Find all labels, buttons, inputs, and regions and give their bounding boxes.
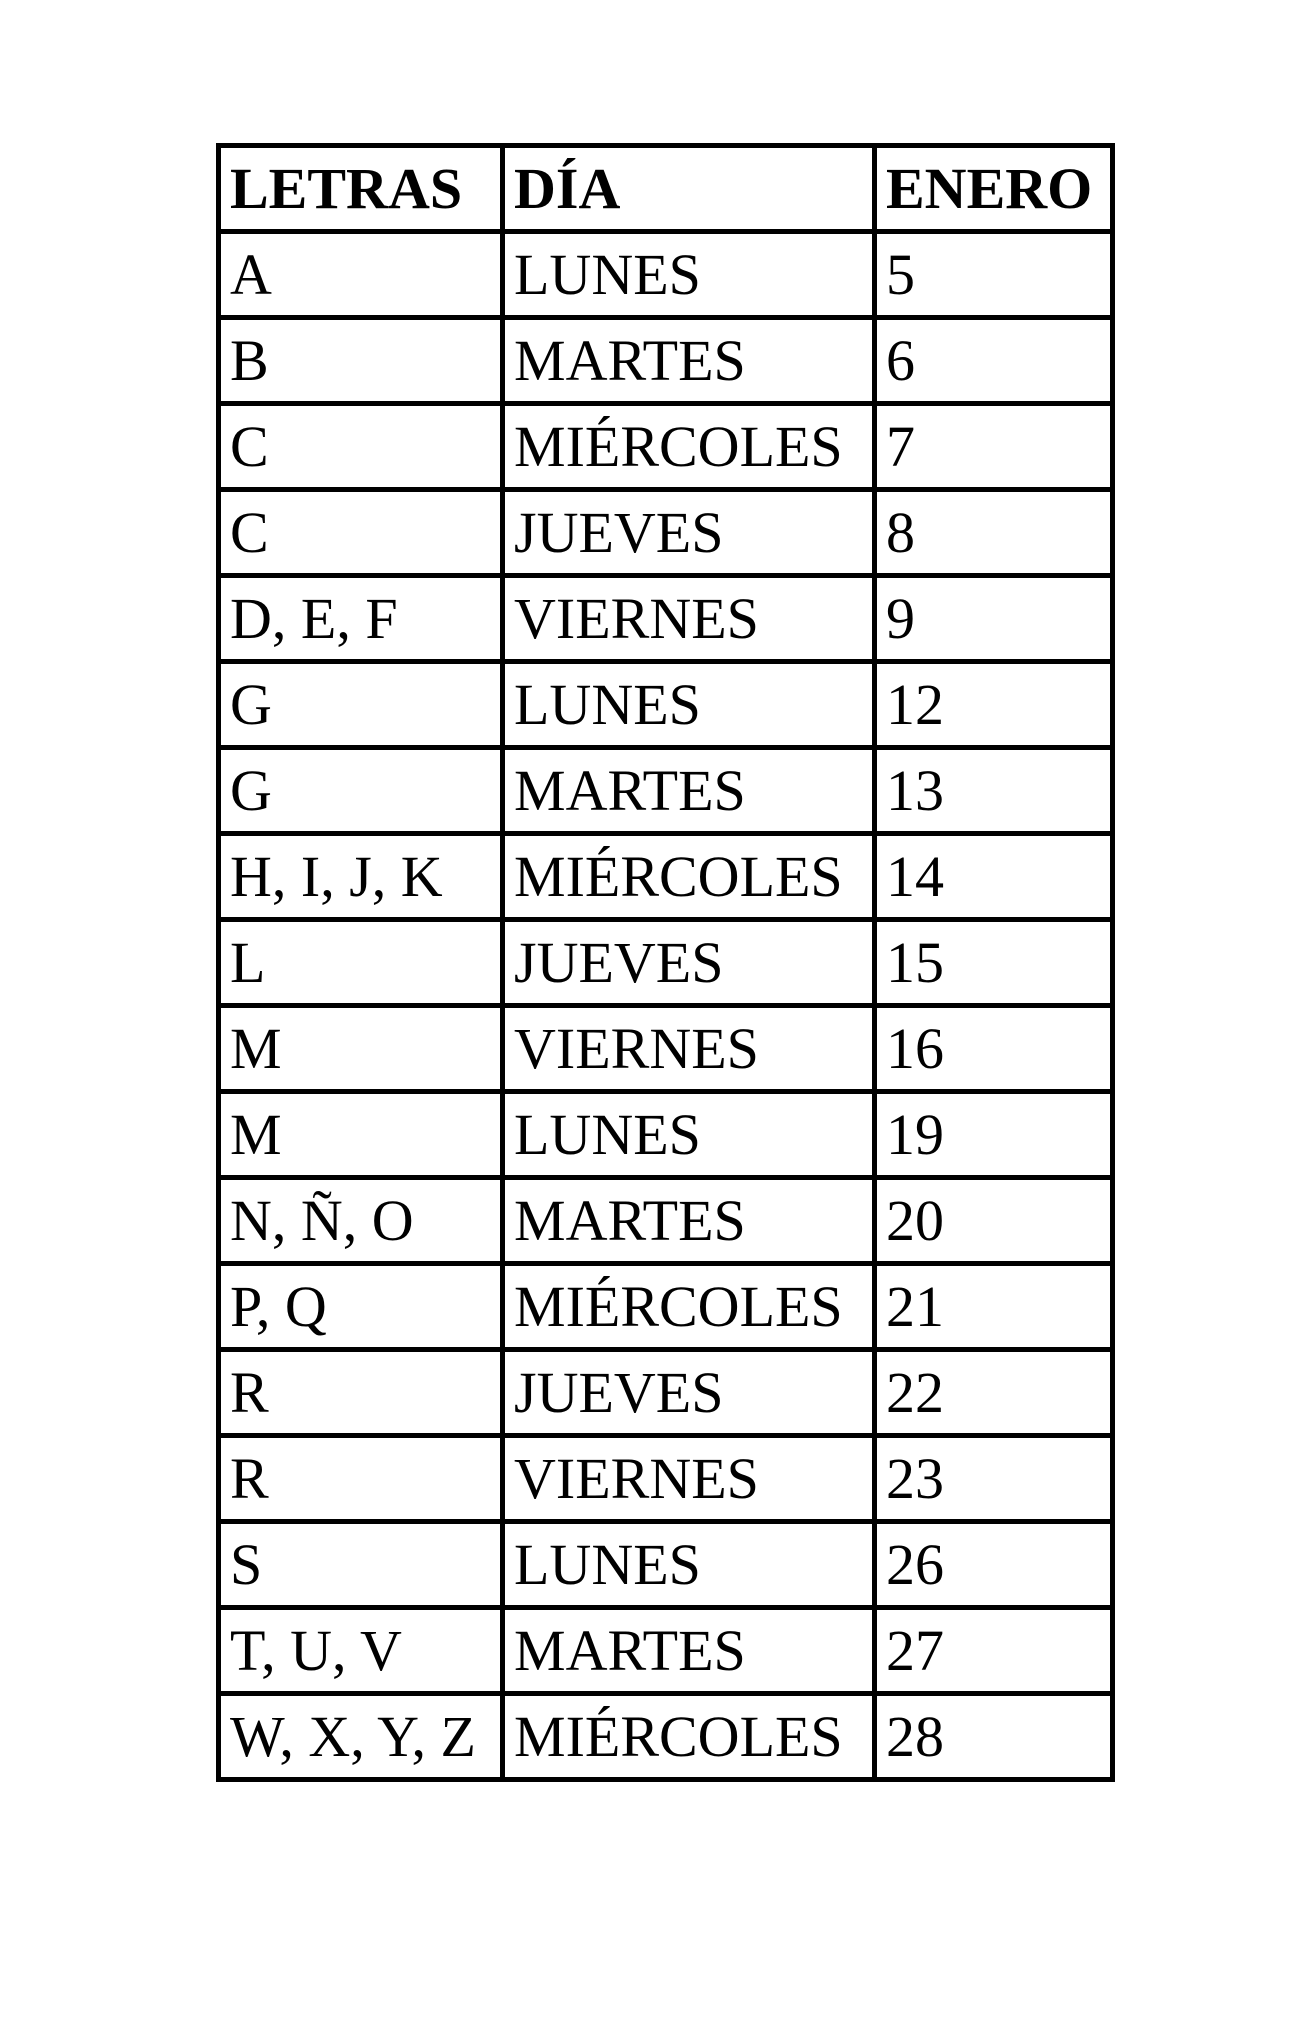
table-body [219,232,1113,1780]
dia-cell: MIÉRCOLES [503,1264,875,1350]
table-row [219,404,1113,490]
letras-cell: B [219,318,503,404]
enero-cell: 21 [875,1264,1113,1350]
table-row [219,1350,1113,1436]
letras-cell: G [219,748,503,834]
header-letras: LETRAS [219,146,503,232]
letras-cell: G [219,662,503,748]
table-row [219,1608,1113,1694]
dia-cell: JUEVES [503,920,875,1006]
letras-cell: A [219,232,503,318]
table-row [219,1006,1113,1092]
letras-cell: M [219,1092,503,1178]
dia-cell: MARTES [503,1178,875,1264]
header-enero: ENERO [875,146,1113,232]
letras-cell: R [219,1436,503,1522]
table-row [219,1436,1113,1522]
letras-cell: T, U, V [219,1608,503,1694]
table-row [219,1178,1113,1264]
dia-cell: VIERNES [503,1436,875,1522]
table-row [219,318,1113,404]
letras-cell: R [219,1350,503,1436]
dia-cell: VIERNES [503,1006,875,1092]
enero-cell: 22 [875,1350,1113,1436]
enero-cell: 23 [875,1436,1113,1522]
dia-cell: JUEVES [503,1350,875,1436]
enero-cell: 28 [875,1694,1113,1780]
enero-cell: 26 [875,1522,1113,1608]
letras-cell: P, Q [219,1264,503,1350]
dia-cell: MARTES [503,318,875,404]
dia-cell: MIÉRCOLES [503,834,875,920]
dia-cell: LUNES [503,232,875,318]
enero-cell: 20 [875,1178,1113,1264]
enero-cell: 5 [875,232,1113,318]
dia-cell: MIÉRCOLES [503,1694,875,1780]
header-dia: DÍA [503,146,875,232]
header-row [219,146,1113,232]
table-row [219,1694,1113,1780]
letras-cell: S [219,1522,503,1608]
letras-cell: C [219,404,503,490]
enero-cell: 13 [875,748,1113,834]
table-row [219,1522,1113,1608]
enero-cell: 6 [875,318,1113,404]
enero-cell: 8 [875,490,1113,576]
letras-cell: D, E, F [219,576,503,662]
letras-cell: M [219,1006,503,1092]
table-header [219,146,1113,232]
dia-cell: VIERNES [503,576,875,662]
enero-cell: 7 [875,404,1113,490]
table-row [219,1264,1113,1350]
table-row [219,490,1113,576]
dia-cell: LUNES [503,662,875,748]
dia-cell: MIÉRCOLES [503,404,875,490]
table-row [219,834,1113,920]
letras-cell: L [219,920,503,1006]
dia-cell: MARTES [503,1608,875,1694]
dia-cell: LUNES [503,1522,875,1608]
table-row [219,1092,1113,1178]
letras-cell: C [219,490,503,576]
table-row [219,232,1113,318]
table-row [219,920,1113,1006]
enero-cell: 16 [875,1006,1113,1092]
dia-cell: MARTES [503,748,875,834]
letras-cell: H, I, J, K [219,834,503,920]
enero-cell: 14 [875,834,1113,920]
table-row [219,576,1113,662]
letras-cell: W, X, Y, Z [219,1694,503,1780]
dia-cell: JUEVES [503,490,875,576]
enero-cell: 15 [875,920,1113,1006]
table-row [219,748,1113,834]
table-row [219,662,1113,748]
enero-cell: 27 [875,1608,1113,1694]
enero-cell: 9 [875,576,1113,662]
letras-cell: N, Ñ, O [219,1178,503,1264]
enero-cell: 19 [875,1092,1113,1178]
dia-cell: LUNES [503,1092,875,1178]
schedule-table [216,143,1115,1782]
enero-cell: 12 [875,662,1113,748]
